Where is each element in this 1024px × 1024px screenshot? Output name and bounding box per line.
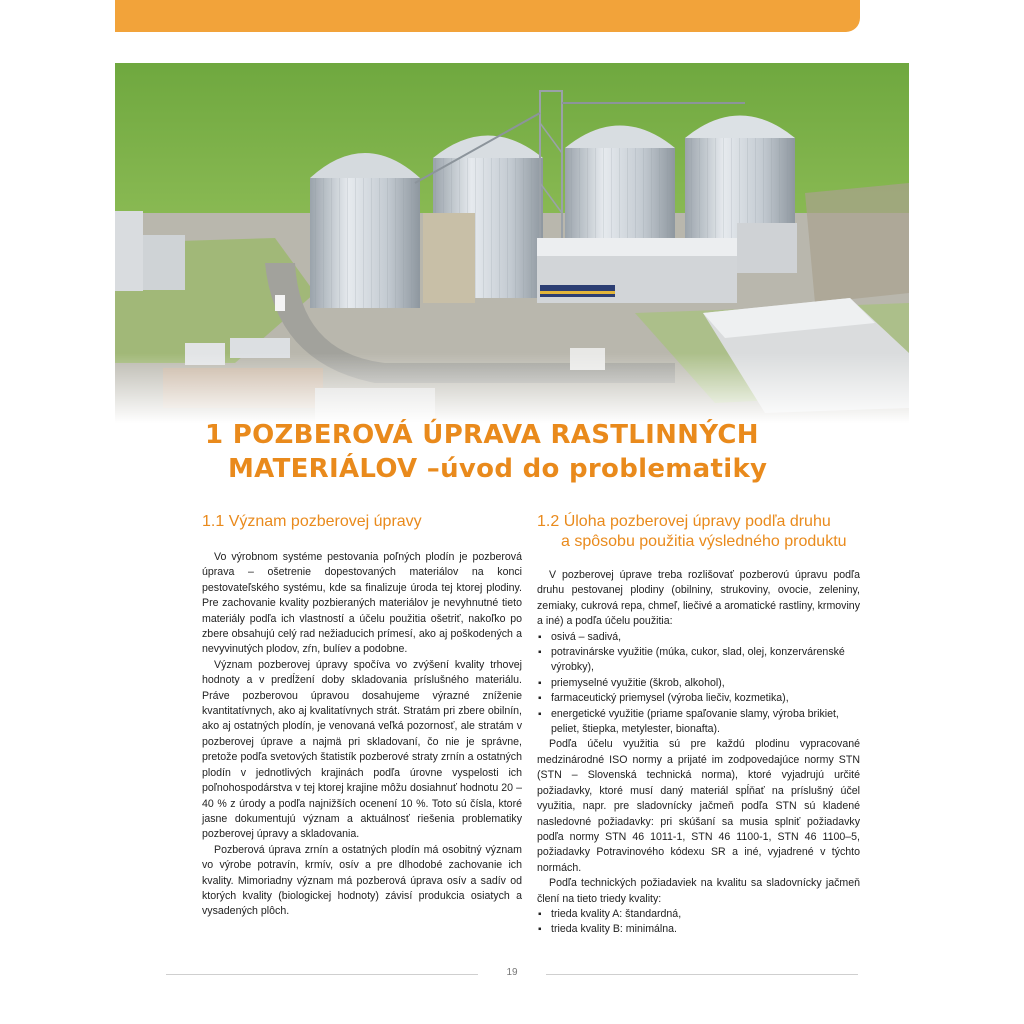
section-2-paragraph: Podľa účelu využitia sú pre každú plodinu vypracované medzinárodné ISO normy a prijaté im zodpovedajúce normy STN (STN – Slovenská technická norma), ktoré vyjadrujú určité požiadavky, ktoré musí daný materiál spĺňať na príslušný účel využitia, napr. pre sladovnícky jačmeň podľa STN sú kladené nasledovné požiadavky: pri skúšaní sa musia splniť požiadavky podľa normy STN 46 1011-1, STN 46 1100-1, STN 46 1100–5, požiadavky Potravinového kódexu SR a iné, vyjadrené v týchto normách.	[537, 738, 860, 874]
footer-divider-left	[166, 974, 478, 975]
list-item: ▪ potravinárske využitie (múka, cukor, slad, olej, konzervárenské výrobky),	[537, 645, 860, 676]
section-2-heading-line2: a spôsobu použitia výsledného produktu	[561, 533, 847, 550]
section-2-body	[537, 568, 860, 938]
list-item: ▪ priemyselné využitie (škrob, alkohol),	[537, 676, 860, 691]
section-2-paragraph: Podľa technických požiadaviek na kvalitu sa sladovnícky jačmeň člení na tieto triedy kvality:	[537, 877, 860, 905]
section-1-paragraph: Pozberová úprava zrnín a ostatných plodín má osobitný význam vo výrobe potravín, krmív, osív a pre dlhodobé zachovanie ich kvality. Mimoriadny význam má pozberová úprava osív a sadív od ktorých kvality (biologickej hodnoty) závisí produkcia osiatych a vysadených plôch.	[202, 843, 522, 918]
section-1-body	[202, 550, 522, 920]
section-2-heading-line1: 1.2 Úloha pozberovej úpravy podľa druhu	[537, 513, 831, 530]
header-accent-bar	[115, 0, 860, 32]
grain-silos-photo	[115, 63, 909, 423]
footer-divider-right	[546, 974, 858, 975]
section-1-heading: 1.1 Význam pozberovej úpravy	[202, 513, 422, 530]
chapter-title-line1: 1 POZBEROVÁ ÚPRAVA RASTLINNÝCH	[205, 420, 759, 450]
chapter-title	[205, 418, 905, 486]
list-item: ▪ osivá – sadivá,	[537, 630, 860, 645]
section-1-paragraph: Význam pozberovej úpravy spočíva vo zvýšení kvality trhovej hodnoty a v predĺžení doby skladovania príslušného materiálu. Práve pozberovou úpravou dosahujeme výrazné zníženie kvantitatívnych, ako aj kvalitatívnych strát. Stratám pri zbere obilnín, ako aj ostatných plodín, je venovaná veľká pozornosť, ale stratám v pozberovej úprave a najmä pri skladovaní, čo nie je správne, pretože podľa svetových štatistík pozberové straty zrnín a ostatných plodín v jednotlivých krajinách podľa úrovne vyspelosti ich poľnohospodárstva v tej ktorej krajine môžu dosiahnuť hodnotu 20 – 40 % z úrody a podľa najnižších ocenení 10 %. Toto sú čísla, ktoré jasne dokumentujú význam a aktuálnosť riešenia problematiky pozberovej úpravy a skladovania.	[202, 658, 522, 841]
list-item: ▪ trieda kvality A: štandardná,	[537, 907, 860, 922]
list-item: ▪ farmaceutický priemysel (výroba liečiv, kozmetika),	[537, 691, 860, 706]
uses-list	[537, 630, 860, 738]
section-2-intro: V pozberovej úprave treba rozlišovať pozberovú úpravu podľa druhu pestovanej plodiny (obilniny, strukoviny, ovocie, zeleniny, zemiaky, cukrová repa, chmeľ, liečivé a aromatické rastliny, krmoviny a iné) a podľa účelu použitia:	[537, 569, 860, 628]
list-item: ▪ energetické využitie (priame spaľovanie slamy, výroba brikiet, peliet, štiepka, metylester, bionafta).	[537, 707, 860, 738]
section-1-paragraph: Vo výrobnom systéme pestovania poľných plodín je pozberová úprava – ošetrenie dopestovaných materiálov na konci pestovateľského systému, kde sa finalizuje úroda tej ktorej plodiny. Pre zachovanie kvality pozbieraných materiálov je nevyhnutné tieto materiály podľa ich vlastností a účelu použitia ošetriť, nakoľko po zbere obsahujú celý rad nežiaducich prímesí, ako aj poškodených a nevyvinutých plodov, zŕn, bulíev a podobne.	[202, 551, 522, 656]
quality-classes-list	[537, 907, 860, 938]
chapter-title-line2: MATERIÁLOV –úvod do problematiky	[228, 454, 768, 484]
page-number: 19	[506, 967, 518, 978]
list-item: ▪ trieda kvality B: minimálna.	[537, 922, 860, 937]
